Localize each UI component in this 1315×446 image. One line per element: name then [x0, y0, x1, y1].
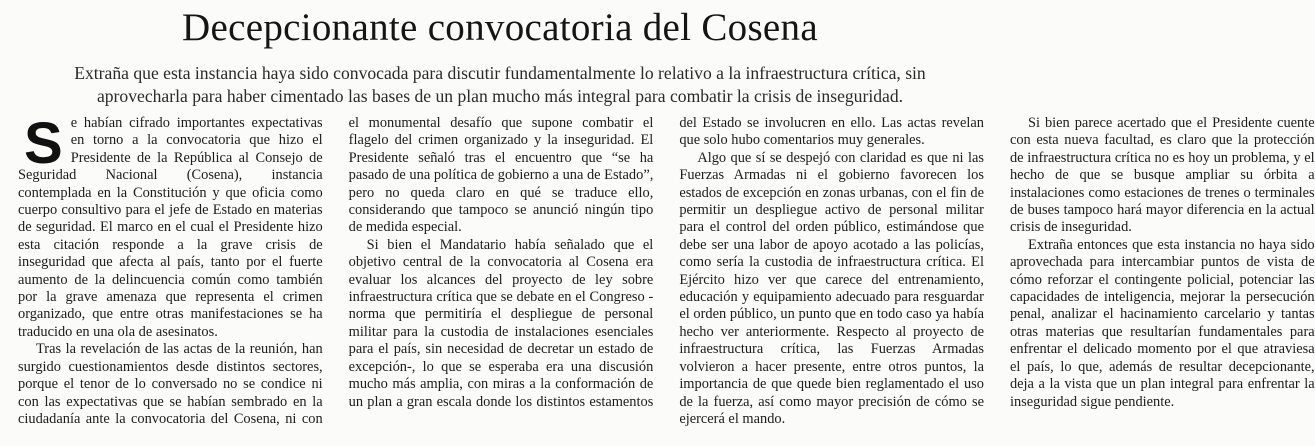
paragraph-1-text: e habían cifrado importantes expectativas en torno a la convocatoria que hizo el Presidente de la República al Consejo de Seguridad Nacional (Cosena), instancia contemplada en la Constitución y que oficia como cuerpo consultivo para el jefe de Estado en materias de seguridad. El marco en el cual el Presidente hizo esta citación responde a la grave crisis de inseguridad que afecta al país, tanto por el fuerte aumento de la delincuencia común como también por la grave amenaza que representa el crimen organizado, que entre otras manifestaciones se ha traducido en una ola de asesinatos.: [18, 115, 323, 340]
paragraph-1: [18, 111, 323, 341]
headline: Decepcionante convocatoria del Cosena: [182, 6, 818, 49]
article-body: [18, 111, 1315, 445]
paragraph-4: Algo que sí se despejó con claridad es que ni las Fuerzas Armadas ni el gobierno favorecen los estados de excepción en zonas urbanas, con el fin de permitir un despliegue activo de personal militar para el control del orden público, estimándose que debe ser una labor de apoyo acotado a las policías, como sería la custodia de infraestructura crítica. El Ejército hizo ver que carece del entrenamiento, educación y equipamiento adecuado para resguardar el orden público, un punto que en todo caso ya había hecho ver anteriormente. Respecto al proyecto de infraestructura crítica, las Fuerzas Armadas volvieron a hacer presente, entre otros puntos, la importancia de que quede bien reglamentado el uso de la fuerza, así como mayor precisión de cómo se ejercerá el mando.: [679, 149, 984, 427]
drop-cap: S: [24, 111, 63, 176]
paragraph-5: Si bien parece acertado que el Presidente cuente con esta nueva facultad, es claro que la protección de infraestructura crítica no es hoy un problema, y el hecho de que se busque ampliar su órbita a instalaciones como estaciones de trenes o terminales de buses tampoco hará mayor diferencia en la actual crisis de inseguridad.: [1009, 115, 1315, 236]
paragraph-6: Extraña entonces que esta instancia no haya sido aprovechada para intercambiar puntos de vista de cómo reforzar el contingente policial, potenciar las capacidades de inteligencia, mejorar la persecución penal, analizar el hacinamiento carcelario y tantas otras materias que resultarían fundamentales para enfrentar el delicado momento por el que atraviesa el país, lo que, además de resultar decepcionante, deja a la vista que un plan integral para enfrentar la inseguridad sigue pendiente.: [1009, 236, 1315, 410]
paragraph-2: Tras la revelación de las actas de la reunión, han surgido cuestionamientos desde distintos sectores, porque el tenor de lo conversado no se condice ni con las expectativas que se habían sembrado en la ciudadanía ante la convocatoria del Cosena, ni con el monumental desafío que supone combatir el flagelo del crimen organizado y la inseguridad. El Presidente señaló tras el encuentro que “se ha pasado de una política de gobierno a una de Estado”, pero no queda claro en qué se traduce ello, considerando que tampoco se anunció ningún tipo de medida especial.: [18, 115, 654, 427]
deck-subtitle: Extraña que esta instancia haya sido convocada para discutir fundamentalmente lo relativo a la infraestructura crítica, sin aprovecharla para haber cimentado las bases de un plan mucho más integral para combatir la crisis de inseguridad.: [74, 63, 926, 106]
paragraph-3: Si bien el Mandatario había señalado que el objetivo central de la convocatoria al Cosena era evaluar los alcances del proyecto de ley sobre infraestructura crítica que se debate en el Congreso -norma que permitiría el despliegue de personal militar para la custodia de instalaciones esenciales para el país, sin necesidad de decretar un estado de excepción-, lo que se esperaba era una discusión mucho más amplia, con miras a la conformación de un plan a gran escala donde los distintos estamentos del Estado se involucren en ello. Las actas revelan que solo hubo comentarios muy generales.: [348, 115, 984, 410]
